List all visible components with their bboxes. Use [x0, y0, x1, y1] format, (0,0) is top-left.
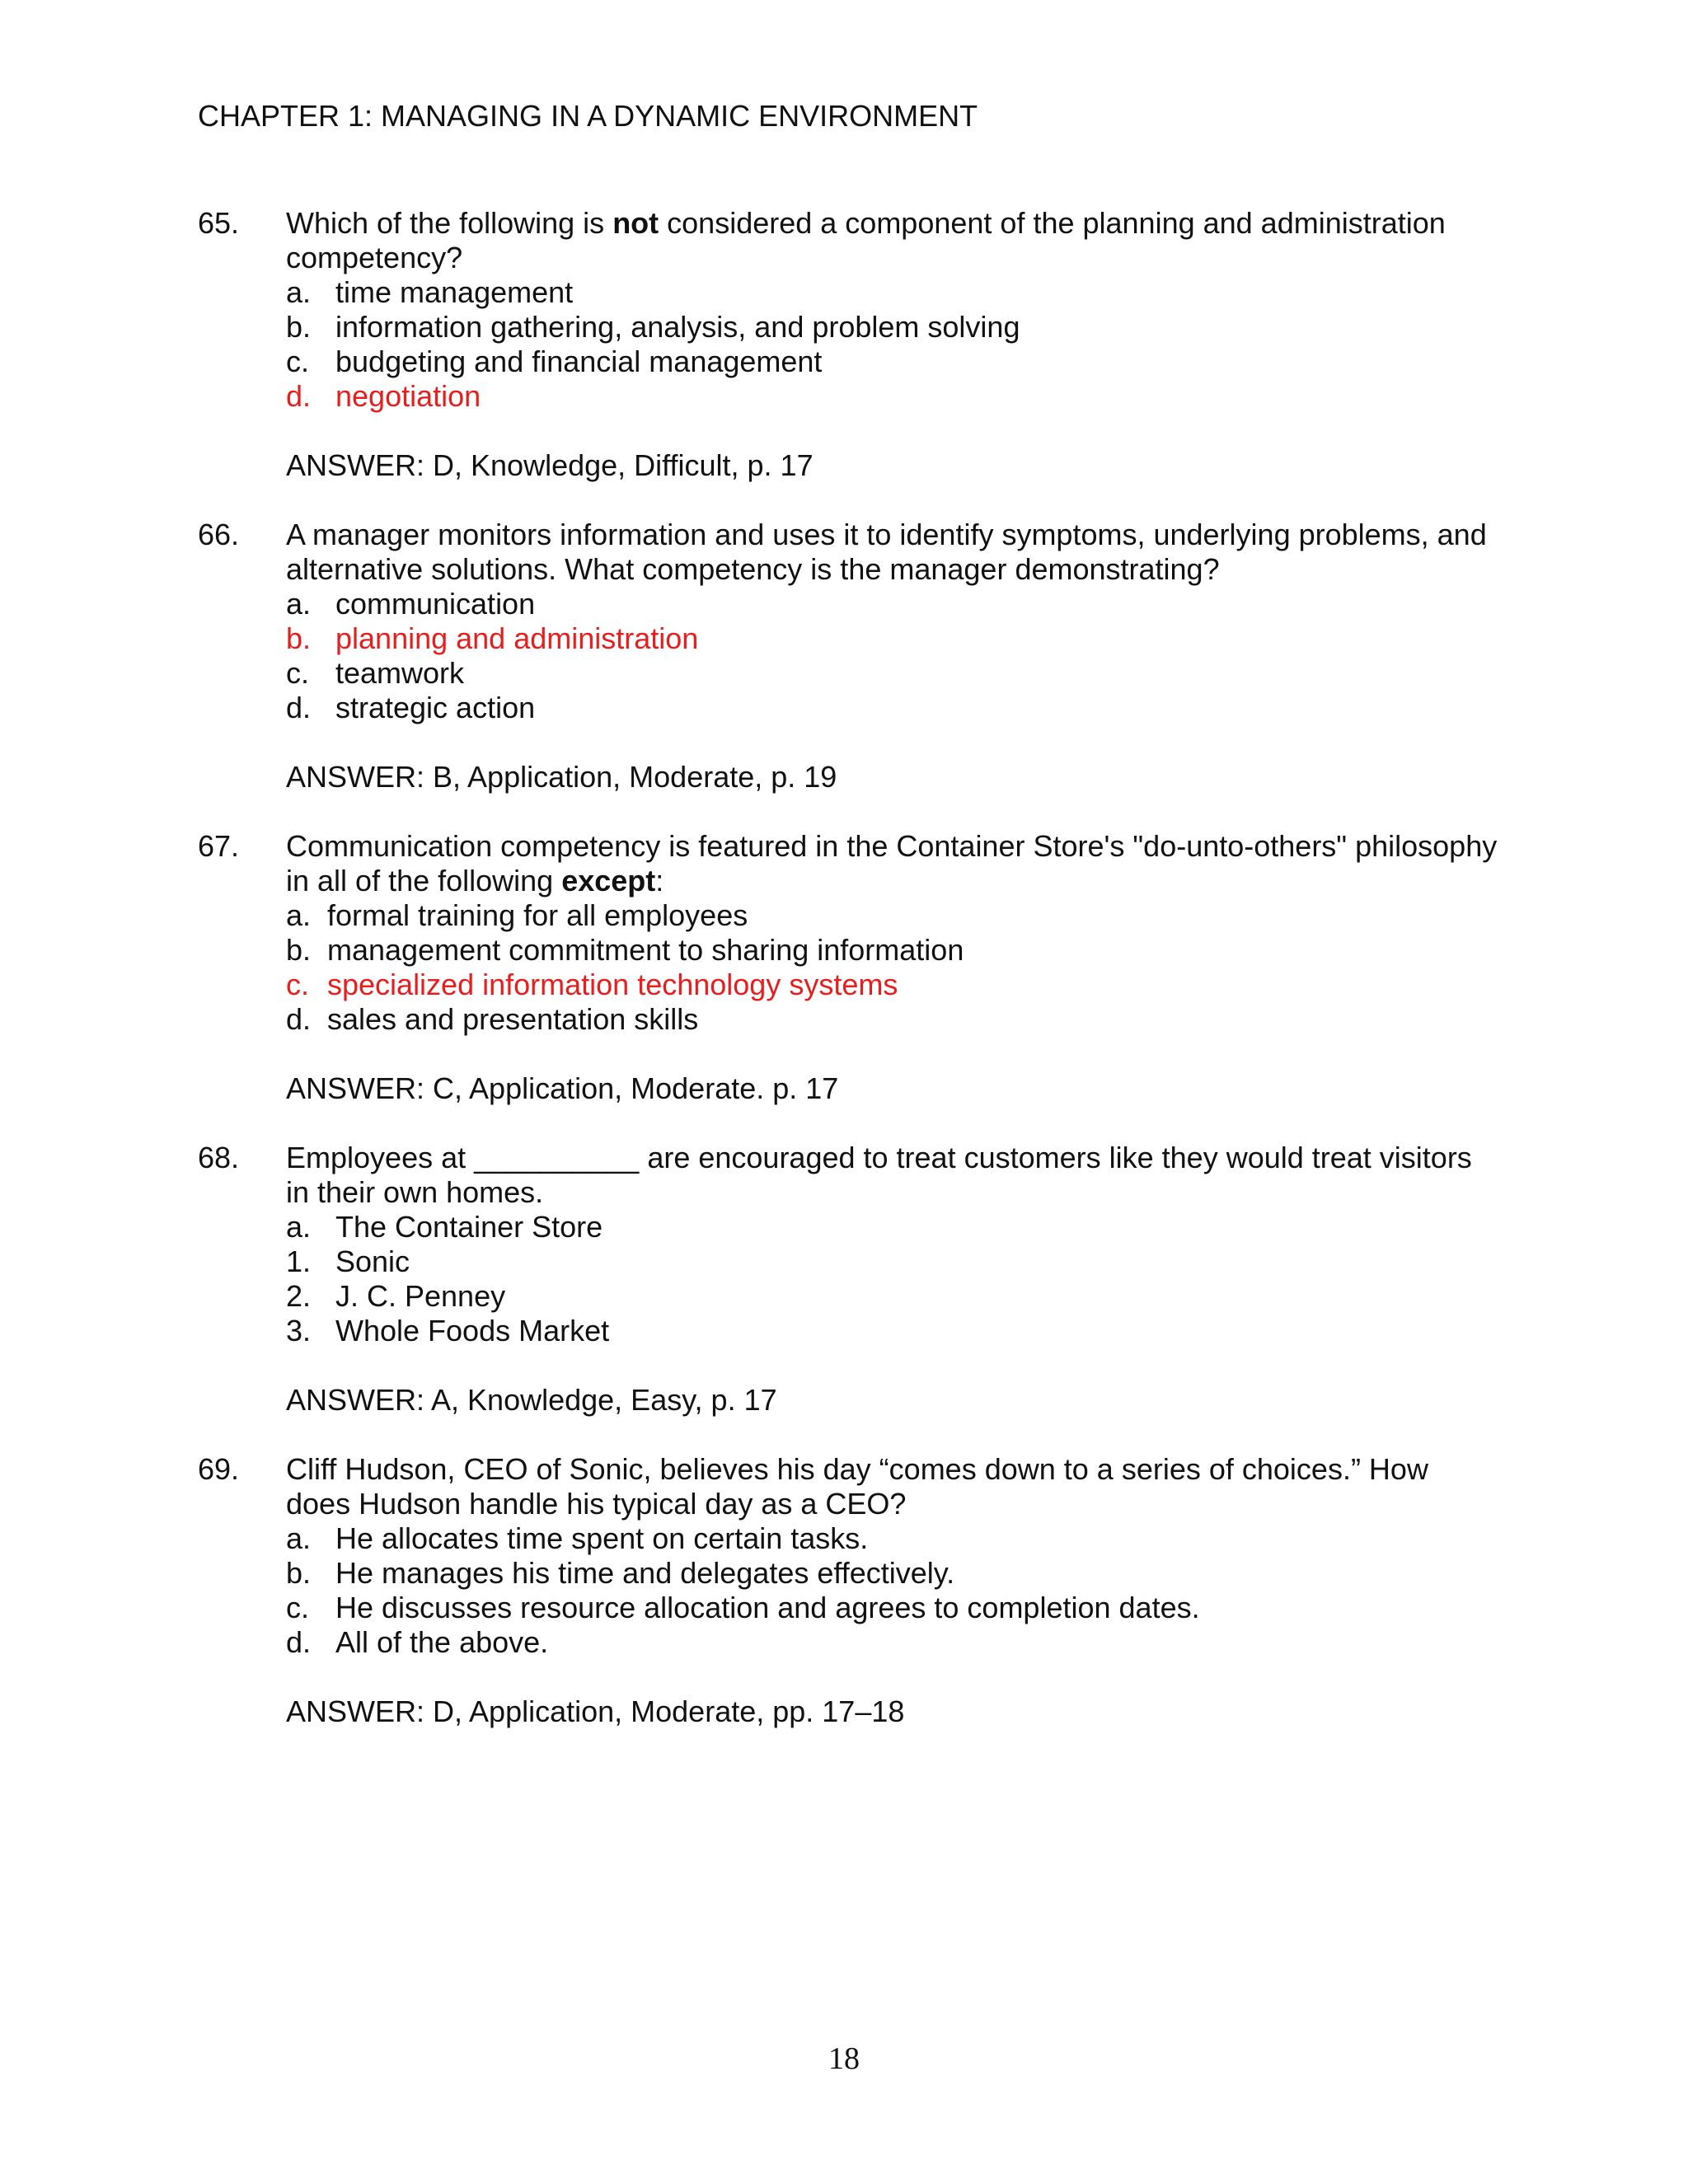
question-body — [286, 518, 1500, 794]
question-body — [286, 206, 1500, 483]
question-body — [286, 1141, 1500, 1418]
question-number: 69. — [198, 1452, 240, 1486]
question-list — [198, 206, 1500, 1764]
question-text: Cliff Hudson, CEO of Sonic, believes his day “comes down to a series of choices.” How does Hudson handle his typical day as a CEO? — [286, 1452, 1428, 1521]
question-text: Communication competency is featured in the Container Store's "do-unto-others" philosophy in all of the following except: — [286, 829, 1498, 898]
answer-option-a: a. time management — [286, 275, 574, 309]
answer-key: ANSWER: D, Knowledge, Difficult, p. 17 — [286, 448, 814, 482]
question-text: A manager monitors information and uses it to identify symptoms, underlying problems, and alternative solutions. What competency is the manager demonstrating? — [286, 518, 1487, 586]
answer-option-1: 1. Sonic — [286, 1244, 410, 1278]
question-number: 67. — [198, 829, 240, 863]
question-body — [286, 1452, 1500, 1729]
question-text: Employees at __________ are encouraged to treat customers like they would treat visitors in their own homes. — [286, 1141, 1472, 1209]
answer-option-d: d. sales and presentation skills — [286, 1002, 699, 1036]
answer-option-a: a. formal training for all employees — [286, 898, 748, 932]
answer-key: ANSWER: D, Application, Moderate, pp. 17–18 — [286, 1694, 905, 1728]
question-67 — [198, 829, 1500, 1106]
emphasis-text: not — [612, 206, 659, 240]
question-68 — [198, 1141, 1500, 1418]
emphasis-text: except — [561, 864, 656, 898]
answer-option-b: b. information gathering, analysis, and problem solving — [286, 310, 1020, 344]
chapter-header: CHAPTER 1: MANAGING IN A DYNAMIC ENVIRONMENT — [198, 99, 978, 133]
answer-option-d: d. strategic action — [286, 691, 536, 724]
answer-option-b: b. He manages his time and delegates effectively. — [286, 1556, 955, 1590]
question-65 — [198, 206, 1500, 483]
answer-option-c-correct: c. specialized information technology systems — [286, 968, 898, 1001]
answer-key: ANSWER: A, Knowledge, Easy, p. 17 — [286, 1383, 777, 1417]
question-69 — [198, 1452, 1500, 1729]
question-number: 65. — [198, 206, 240, 240]
answer-option-d: d. All of the above. — [286, 1625, 549, 1659]
answer-option-c: c. He discusses resource allocation and agrees to completion dates. — [286, 1591, 1200, 1624]
answer-option-b: b. management commitment to sharing information — [286, 933, 964, 967]
question-66 — [198, 518, 1500, 794]
answer-option-c: c. teamwork — [286, 656, 465, 690]
answer-key: ANSWER: B, Application, Moderate, p. 19 — [286, 760, 837, 794]
answer-option-a: a. He allocates time spent on certain tasks. — [286, 1521, 869, 1555]
answer-option-c: c. budgeting and financial management — [286, 344, 823, 378]
question-number: 68. — [198, 1141, 240, 1174]
question-text: Which of the following is not considered a component of the planning and administration competency? — [286, 206, 1446, 274]
answer-option-2: 2. J. C. Penney — [286, 1279, 506, 1313]
question-number: 66. — [198, 518, 240, 551]
answer-option-3: 3. Whole Foods Market — [286, 1314, 610, 1347]
answer-key: ANSWER: C, Application, Moderate. p. 17 — [286, 1071, 839, 1105]
answer-option-b-correct: b. planning and administration — [286, 621, 699, 655]
page-number: 18 — [828, 2041, 860, 2076]
answer-option-d-correct: d. negotiation — [286, 379, 481, 413]
answer-option-a: a. communication — [286, 587, 536, 621]
question-body — [286, 829, 1500, 1106]
answer-option-a: a. The Container Store — [286, 1210, 603, 1244]
